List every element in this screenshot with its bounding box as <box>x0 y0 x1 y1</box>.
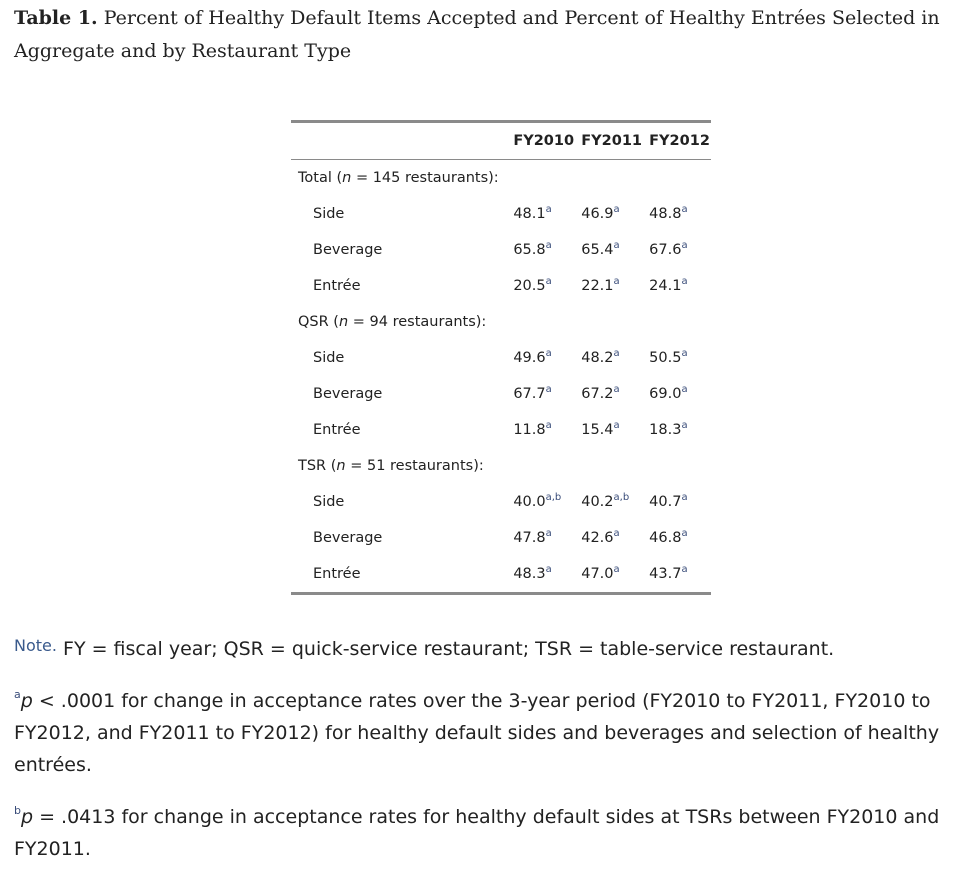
value-cell <box>581 196 649 232</box>
cell-value: 65.4 <box>581 242 614 258</box>
value-cell <box>649 196 711 232</box>
value-cell <box>513 520 581 556</box>
value-cell <box>649 520 711 556</box>
table-body <box>291 160 711 594</box>
cell-value: 40.7 <box>649 494 682 510</box>
value-cell <box>649 340 711 376</box>
group-label <box>291 304 711 340</box>
table-row <box>291 340 711 376</box>
note-label: Note. <box>14 636 57 655</box>
note-text: FY = fiscal year; QSR = quick-service restaurant; TSR = table-service restaurant. <box>63 638 835 660</box>
footnote-b-symbol: p <box>20 806 34 828</box>
cell-value: 20.5 <box>513 278 546 294</box>
cell-footnote-mark: a <box>545 384 552 395</box>
table-row <box>291 484 711 520</box>
header-fy2011: FY2011 <box>581 122 649 160</box>
table-row <box>291 376 711 412</box>
cell-footnote-mark: a <box>545 564 552 575</box>
cell-value: 47.0 <box>581 566 614 582</box>
cell-footnote-mark: a <box>613 276 620 287</box>
cell-value: 15.4 <box>581 422 614 438</box>
row-label: Beverage <box>313 242 383 258</box>
value-cell <box>513 340 581 376</box>
group-label-n: n <box>342 170 352 186</box>
value-cell <box>513 376 581 412</box>
group-label-suffix: = 145 restaurants): <box>351 170 499 186</box>
cell-value: 48.8 <box>649 206 682 222</box>
value-cell <box>581 484 649 520</box>
value-cell <box>649 556 711 594</box>
group-label-n: n <box>336 458 346 474</box>
row-label: Side <box>313 494 345 510</box>
cell-footnote-mark: a <box>545 240 552 251</box>
caption-label: Table 1. <box>14 7 98 29</box>
cell-footnote-mark: a <box>681 384 688 395</box>
cell-footnote-mark: a <box>681 276 688 287</box>
cell-footnote-mark: a <box>681 492 688 503</box>
cell-footnote-mark: a <box>613 528 620 539</box>
group-label <box>291 448 711 484</box>
cell-footnote-mark: a <box>681 240 688 251</box>
table-notes <box>14 630 959 885</box>
cell-value: 50.5 <box>649 350 682 366</box>
table-row <box>291 232 711 268</box>
cell-value: 18.3 <box>649 422 682 438</box>
row-label: Side <box>313 206 345 222</box>
cell-value: 49.6 <box>513 350 546 366</box>
cell-value: 47.8 <box>513 530 546 546</box>
cell-footnote-mark: a,b <box>545 492 562 503</box>
cell-footnote-mark: a <box>681 204 688 215</box>
cell-footnote-mark: a <box>545 204 552 215</box>
value-cell <box>581 340 649 376</box>
footnote-a <box>14 685 959 781</box>
cell-footnote-mark: a <box>613 240 620 251</box>
caption-title: Percent of Healthy Default Items Accepted and Percent of Healthy Entrées Selected in Aggregate and by Restaurant Type <box>14 7 940 62</box>
cell-footnote-mark: a <box>681 564 688 575</box>
cell-value: 65.8 <box>513 242 546 258</box>
cell-value: 67.7 <box>513 386 546 402</box>
cell-value: 67.2 <box>581 386 614 402</box>
table-row <box>291 520 711 556</box>
cell-value: 22.1 <box>581 278 614 294</box>
cell-value: 11.8 <box>513 422 546 438</box>
cell-footnote-mark: a <box>545 420 552 431</box>
group-label-prefix: QSR ( <box>298 314 339 330</box>
value-cell <box>649 412 711 448</box>
row-label: Entrée <box>313 566 361 582</box>
cell-footnote-mark: a <box>613 348 620 359</box>
cell-footnote-mark: a,b <box>613 492 630 503</box>
group-row <box>291 448 711 484</box>
group-label-suffix: = 94 restaurants): <box>348 314 487 330</box>
cell-footnote-mark: a <box>681 348 688 359</box>
footnote-b <box>14 801 959 865</box>
group-label-prefix: TSR ( <box>298 458 337 474</box>
results-table-wrapper <box>291 120 711 595</box>
value-cell <box>649 268 711 304</box>
header-fy2010: FY2010 <box>513 122 581 160</box>
cell-value: 40.2 <box>581 494 614 510</box>
value-cell <box>581 556 649 594</box>
table-row <box>291 556 711 594</box>
value-cell <box>581 232 649 268</box>
table-row <box>291 412 711 448</box>
cell-footnote-mark: a <box>613 204 620 215</box>
cell-value: 24.1 <box>649 278 682 294</box>
value-cell <box>513 268 581 304</box>
cell-value: 48.2 <box>581 350 614 366</box>
row-label: Entrée <box>313 278 361 294</box>
group-label-prefix: Total ( <box>298 170 343 186</box>
cell-value: 43.7 <box>649 566 682 582</box>
header-fy2012: FY2012 <box>649 122 711 160</box>
group-row <box>291 160 711 197</box>
value-cell <box>513 556 581 594</box>
header-row <box>291 122 711 160</box>
value-cell <box>581 268 649 304</box>
value-cell <box>649 232 711 268</box>
cell-footnote-mark: a <box>545 528 552 539</box>
footnote-b-text: = .0413 for change in acceptance rates for healthy default sides at TSRs between FY2010 and FY2011. <box>14 806 940 860</box>
cell-value: 67.6 <box>649 242 682 258</box>
row-label: Side <box>313 350 345 366</box>
table-row <box>291 268 711 304</box>
cell-footnote-mark: a <box>681 528 688 539</box>
table-caption <box>14 2 959 68</box>
value-cell <box>649 484 711 520</box>
cell-footnote-mark: a <box>545 276 552 287</box>
footnote-b-mark: b <box>14 804 21 817</box>
group-label <box>291 160 711 197</box>
row-label: Beverage <box>313 386 383 402</box>
footnote-a-text: < .0001 for change in acceptance rates over the 3-year period (FY2010 to FY2011, FY2010 to FY2012, and FY2011 to FY2012) for healthy default sides and beverages and selection of healthy entrées. <box>14 690 940 776</box>
cell-footnote-mark: a <box>681 420 688 431</box>
value-cell <box>513 484 581 520</box>
note-general <box>14 630 959 665</box>
value-cell <box>581 412 649 448</box>
group-label-n: n <box>338 314 349 330</box>
cell-value: 69.0 <box>649 386 682 402</box>
cell-value: 46.8 <box>649 530 682 546</box>
header-empty <box>291 122 513 160</box>
footnote-a-mark: a <box>14 688 21 701</box>
value-cell <box>581 520 649 556</box>
cell-value: 48.3 <box>513 566 546 582</box>
group-label-suffix: = 51 restaurants): <box>345 458 484 474</box>
table-row <box>291 196 711 232</box>
value-cell <box>581 376 649 412</box>
row-label: Entrée <box>313 422 361 438</box>
cell-footnote-mark: a <box>613 564 620 575</box>
cell-value: 42.6 <box>581 530 614 546</box>
cell-footnote-mark: a <box>545 348 552 359</box>
value-cell <box>513 196 581 232</box>
cell-value: 46.9 <box>581 206 614 222</box>
group-row <box>291 304 711 340</box>
row-label: Beverage <box>313 530 383 546</box>
value-cell <box>513 232 581 268</box>
value-cell <box>649 376 711 412</box>
footnote-a-symbol: p <box>20 690 33 712</box>
cell-value: 40.0 <box>513 494 546 510</box>
cell-value: 48.1 <box>513 206 546 222</box>
value-cell <box>513 412 581 448</box>
cell-footnote-mark: a <box>613 420 620 431</box>
cell-footnote-mark: a <box>613 384 620 395</box>
results-table <box>291 120 711 595</box>
